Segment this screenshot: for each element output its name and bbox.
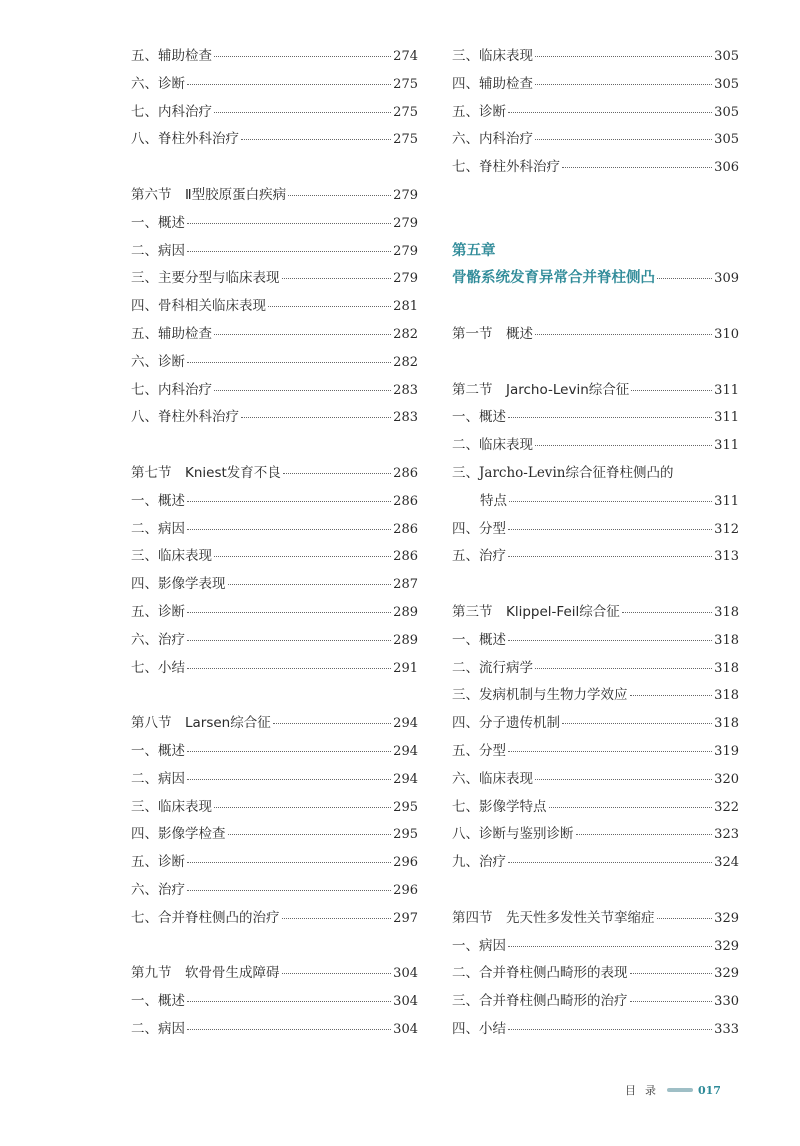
toc-entry-title: 二、合并脊柱侧凸畸形的表现 xyxy=(452,965,628,982)
dot-leader xyxy=(508,751,712,752)
dot-leader xyxy=(187,1001,391,1002)
dot-leader xyxy=(508,946,712,947)
toc-entry[interactable] xyxy=(452,627,739,655)
toc-entry-title: 四、影像学表现 xyxy=(131,576,226,593)
toc-page-number: 282 xyxy=(393,326,418,342)
toc-entry[interactable] xyxy=(131,404,418,432)
toc-entry-title: 四、分型 xyxy=(452,520,506,537)
toc-entry[interactable] xyxy=(452,849,739,877)
toc-section-heading[interactable] xyxy=(452,377,739,405)
dot-leader xyxy=(187,751,391,752)
toc-page-number: 291 xyxy=(393,660,418,676)
toc-page-number: 295 xyxy=(393,799,418,815)
dot-leader xyxy=(214,556,391,557)
toc-entry[interactable] xyxy=(452,1016,739,1044)
footer-page-number: 017 xyxy=(698,1083,721,1097)
dot-leader xyxy=(535,84,712,85)
toc-entry[interactable] xyxy=(131,99,418,127)
dot-leader xyxy=(630,973,713,974)
toc-page-number: 306 xyxy=(714,160,739,176)
toc-spacer xyxy=(131,432,418,460)
toc-page-number: 318 xyxy=(714,660,739,676)
toc-page-number: 282 xyxy=(393,354,418,370)
toc-entry[interactable] xyxy=(131,627,418,655)
toc-entry[interactable] xyxy=(452,432,739,460)
toc-entry-title: 五、诊断 xyxy=(452,103,506,120)
toc-entry[interactable] xyxy=(131,516,418,544)
toc-entry-continuation[interactable] xyxy=(452,488,739,516)
toc-entry[interactable] xyxy=(131,877,418,905)
toc-page-number: 296 xyxy=(393,855,418,871)
dot-leader xyxy=(535,139,712,140)
toc-page-number: 312 xyxy=(714,521,739,537)
toc-entry[interactable] xyxy=(452,988,739,1016)
dot-leader xyxy=(187,529,391,530)
dot-leader xyxy=(508,529,712,530)
toc-entry-title: 一、概述 xyxy=(131,214,185,231)
toc-page-number: 318 xyxy=(714,632,739,648)
toc-entry-title: 二、病因 xyxy=(131,520,185,537)
toc-page-number: 294 xyxy=(393,716,418,732)
dot-leader xyxy=(576,834,713,835)
toc-entry[interactable] xyxy=(131,126,418,154)
dot-leader xyxy=(282,973,392,974)
toc-entry[interactable] xyxy=(452,655,739,683)
dot-leader xyxy=(214,56,391,57)
toc-entry-title: 四、分子遗传机制 xyxy=(452,715,560,732)
toc-entry-title: 二、病因 xyxy=(131,242,185,259)
toc-page-number: 324 xyxy=(714,855,739,871)
dot-leader xyxy=(187,251,391,252)
dot-leader xyxy=(288,195,391,196)
toc-section-heading[interactable] xyxy=(131,182,418,210)
toc-entry-title: 八、诊断与鉴别诊断 xyxy=(452,826,574,843)
toc-entry-title: 三、主要分型与临床表现 xyxy=(131,270,280,287)
toc-page-number: 289 xyxy=(393,604,418,620)
toc-entry[interactable] xyxy=(452,960,739,988)
dot-leader xyxy=(241,139,391,140)
toc-page-number: 304 xyxy=(393,994,418,1010)
toc-page-number: 294 xyxy=(393,743,418,759)
toc-section-heading[interactable] xyxy=(131,460,418,488)
toc-entry-title: 三、临床表现 xyxy=(131,798,212,815)
toc-entry[interactable] xyxy=(131,349,418,377)
toc-entry-title: 二、临床表现 xyxy=(452,437,533,454)
toc-page-number: 313 xyxy=(714,549,739,565)
toc-entry[interactable] xyxy=(452,126,739,154)
toc-entry-title: 一、概述 xyxy=(131,742,185,759)
toc-page-number: 329 xyxy=(714,966,739,982)
toc-entry[interactable] xyxy=(452,99,739,127)
toc-entry-title: 八、脊柱外科治疗 xyxy=(131,131,239,148)
toc-entry-title: 一、概述 xyxy=(131,492,185,509)
toc-page-number: 305 xyxy=(714,104,739,120)
toc-entry[interactable] xyxy=(452,154,739,182)
toc-page-number: 305 xyxy=(714,76,739,92)
dot-leader xyxy=(187,362,391,363)
toc-entry-title: 三、合并脊柱侧凸畸形的治疗 xyxy=(452,993,628,1010)
dot-leader xyxy=(214,334,391,335)
toc-entry[interactable] xyxy=(131,1016,418,1044)
toc-entry-title: 第三节 Klippel-Feil综合征 xyxy=(452,603,620,620)
toc-entry[interactable] xyxy=(452,766,739,794)
toc-entry-title: 五、分型 xyxy=(452,742,506,759)
toc-entry-title: 第四节 先天性多发性关节挛缩症 xyxy=(452,909,655,926)
toc-spacer xyxy=(452,877,739,905)
toc-page-number: 279 xyxy=(393,271,418,287)
toc-entry-title: 六、治疗 xyxy=(131,881,185,898)
toc-entry-title: 三、临床表现 xyxy=(131,548,212,565)
dot-leader xyxy=(214,390,391,391)
toc-entry[interactable] xyxy=(452,682,739,710)
dot-leader xyxy=(214,807,391,808)
toc-entry-title: 特点 xyxy=(480,492,507,509)
toc-entry[interactable] xyxy=(452,516,739,544)
toc-entry-title: 第八节 Larsen综合征 xyxy=(131,715,271,732)
toc-entry-title: 一、概述 xyxy=(452,631,506,648)
toc-right-column xyxy=(452,43,739,1044)
dot-leader xyxy=(283,473,391,474)
toc-entry[interactable] xyxy=(131,377,418,405)
toc-entry-title: 五、诊断 xyxy=(131,603,185,620)
toc-entry[interactable] xyxy=(131,488,418,516)
toc-entry[interactable] xyxy=(131,988,418,1016)
toc-page-number: 322 xyxy=(714,799,739,815)
toc-entry-title: 四、辅助检查 xyxy=(452,75,533,92)
toc-entry-multiline[interactable] xyxy=(452,460,739,488)
toc-page-number: 286 xyxy=(393,521,418,537)
toc-section-heading[interactable] xyxy=(452,905,739,933)
dot-leader xyxy=(535,56,712,57)
dot-leader xyxy=(657,278,712,279)
toc-chapter-heading[interactable] xyxy=(452,265,739,293)
toc-spacer xyxy=(452,293,739,321)
toc-entry[interactable] xyxy=(452,71,739,99)
dot-leader xyxy=(282,918,392,919)
toc-page-number: 305 xyxy=(714,132,739,148)
dot-leader xyxy=(631,390,712,391)
toc-entry-title: 第六节 Ⅱ型胶原蛋白疾病 xyxy=(131,186,287,203)
toc-entry-title: 二、病因 xyxy=(131,770,185,787)
toc-entry-title: 八、脊柱外科治疗 xyxy=(131,409,239,426)
dot-leader xyxy=(508,112,712,113)
toc-entry-title: 骨骼系统发育异常合并脊柱侧凸 xyxy=(452,270,655,287)
toc-entry[interactable] xyxy=(452,821,739,849)
toc-spacer xyxy=(452,349,739,377)
toc-entry-title: 一、概述 xyxy=(452,409,506,426)
toc-entry-title: 一、病因 xyxy=(452,937,506,954)
dot-leader xyxy=(630,1001,713,1002)
toc-entry-title: 七、内科治疗 xyxy=(131,381,212,398)
toc-entry[interactable] xyxy=(131,766,418,794)
toc-entry[interactable] xyxy=(131,321,418,349)
dot-leader xyxy=(657,918,713,919)
dot-leader xyxy=(187,1029,391,1030)
toc-page-number: 305 xyxy=(714,49,739,64)
toc-page-number: 309 xyxy=(714,271,739,287)
dot-leader xyxy=(562,167,712,168)
toc-page-number: 281 xyxy=(393,299,418,315)
toc-section-heading[interactable] xyxy=(452,599,739,627)
toc-left-column xyxy=(131,43,418,1044)
dot-leader xyxy=(187,501,391,502)
toc-entry[interactable] xyxy=(131,71,418,99)
toc-entry-title: 六、内科治疗 xyxy=(452,131,533,148)
dot-leader xyxy=(187,890,391,891)
dot-leader xyxy=(228,584,392,585)
dot-leader xyxy=(508,1029,712,1030)
dot-leader xyxy=(535,668,712,669)
toc-entry-title: 第二节 Jarcho-Levin综合征 xyxy=(452,381,630,398)
toc-spacer xyxy=(131,933,418,961)
dot-leader xyxy=(508,640,712,641)
toc-page-number: 275 xyxy=(393,132,418,148)
toc-entry-title: 四、骨科相关临床表现 xyxy=(131,298,266,315)
toc-entry-title: 七、小结 xyxy=(131,659,185,676)
toc-entry[interactable] xyxy=(131,265,418,293)
toc-section-heading[interactable] xyxy=(131,960,418,988)
toc-page-number: 279 xyxy=(393,215,418,231)
toc-page-number: 330 xyxy=(714,994,739,1010)
toc-section-heading[interactable] xyxy=(131,710,418,738)
dot-leader xyxy=(273,723,391,724)
toc-entry[interactable] xyxy=(131,599,418,627)
toc-entry[interactable] xyxy=(131,738,418,766)
dot-leader xyxy=(549,807,713,808)
toc-entry-title: 五、治疗 xyxy=(452,548,506,565)
toc-entry[interactable] xyxy=(131,849,418,877)
toc-page-number: 311 xyxy=(714,382,739,398)
toc-page-number: 318 xyxy=(714,604,739,620)
toc-page-number: 287 xyxy=(393,577,418,593)
toc-page-number: 323 xyxy=(714,827,739,843)
footer-decorative-bar xyxy=(667,1088,693,1092)
toc-page-number: 333 xyxy=(714,1021,739,1037)
toc-spacer xyxy=(452,571,739,599)
toc-page-number: 296 xyxy=(393,882,418,898)
toc-page-number: 286 xyxy=(393,493,418,509)
dot-leader xyxy=(187,223,391,224)
chapter-label: 第五章 xyxy=(452,242,496,259)
toc-entry[interactable] xyxy=(131,238,418,266)
toc-page-number: 310 xyxy=(714,326,739,342)
dot-leader xyxy=(562,723,712,724)
toc-entry[interactable] xyxy=(131,905,418,933)
toc-spacer xyxy=(452,210,739,238)
dot-leader xyxy=(630,695,713,696)
toc-entry-title: 第一节 概述 xyxy=(452,325,533,342)
toc-spacer xyxy=(452,182,739,210)
dot-leader xyxy=(187,612,391,613)
dot-leader xyxy=(622,612,712,613)
toc-page-number: 283 xyxy=(393,382,418,398)
toc-entry-title: 七、影像学特点 xyxy=(452,798,547,815)
toc-page-number: 319 xyxy=(714,743,739,759)
toc-page-number: 294 xyxy=(393,771,418,787)
toc-entry[interactable] xyxy=(452,543,739,571)
toc-page-number: 318 xyxy=(714,716,739,732)
dot-leader xyxy=(187,640,391,641)
toc-page-number: 304 xyxy=(393,966,418,982)
toc-entry[interactable] xyxy=(131,43,418,71)
toc-entry-title: 七、合并脊柱侧凸的治疗 xyxy=(131,909,280,926)
dot-leader xyxy=(241,417,391,418)
dot-leader xyxy=(508,417,712,418)
toc-entry[interactable] xyxy=(452,933,739,961)
toc-entry-title: 六、诊断 xyxy=(131,75,185,92)
toc-page-number: 320 xyxy=(714,771,739,787)
toc-page-number: 329 xyxy=(714,910,739,926)
toc-entry-title: 六、诊断 xyxy=(131,353,185,370)
toc-page-number: 286 xyxy=(393,549,418,565)
toc-entry-title: 三、Jarcho-Levin综合征脊柱侧凸的 xyxy=(452,464,674,481)
dot-leader xyxy=(187,668,391,669)
dot-leader xyxy=(508,862,712,863)
toc-page-number: 286 xyxy=(393,465,418,481)
toc-entry[interactable] xyxy=(131,821,418,849)
toc-entry[interactable] xyxy=(131,210,418,238)
dot-leader xyxy=(214,112,391,113)
toc-entry-title: 一、概述 xyxy=(131,993,185,1010)
toc-entry-title: 九、治疗 xyxy=(452,854,506,871)
toc-page-number: 275 xyxy=(393,104,418,120)
toc-entry[interactable] xyxy=(131,794,418,822)
toc-entry[interactable] xyxy=(131,543,418,571)
dot-leader xyxy=(282,278,392,279)
toc-entry-title: 五、辅助检查 xyxy=(131,48,212,64)
dot-leader xyxy=(508,556,712,557)
toc-page-number: 275 xyxy=(393,76,418,92)
toc-entry-title: 五、诊断 xyxy=(131,854,185,871)
toc-section-heading[interactable] xyxy=(452,321,739,349)
toc-entry-title: 六、临床表现 xyxy=(452,770,533,787)
toc-entry-title: 第七节 Kniest发育不良 xyxy=(131,464,281,481)
toc-page-number: 311 xyxy=(714,438,739,454)
dot-leader xyxy=(535,779,712,780)
toc-page-number: 289 xyxy=(393,632,418,648)
toc-entry-title: 四、小结 xyxy=(452,1020,506,1037)
toc-entry-title: 第九节 软骨骨生成障碍 xyxy=(131,965,280,982)
toc-page-number: 311 xyxy=(714,410,739,426)
toc-entry[interactable] xyxy=(131,571,418,599)
toc-entry-title: 三、临床表现 xyxy=(452,48,533,64)
toc-entry-title: 五、辅助检查 xyxy=(131,325,212,342)
toc-page-number: 283 xyxy=(393,410,418,426)
toc-spacer xyxy=(131,154,418,182)
dot-leader xyxy=(228,834,392,835)
toc-entry[interactable] xyxy=(452,794,739,822)
toc-page-number: 304 xyxy=(393,1021,418,1037)
toc-entry[interactable] xyxy=(452,738,739,766)
dot-leader xyxy=(268,306,391,307)
toc-entry[interactable] xyxy=(452,43,739,71)
toc-spacer xyxy=(131,682,418,710)
dot-leader xyxy=(187,779,391,780)
toc-entry[interactable] xyxy=(131,655,418,683)
dot-leader xyxy=(509,501,712,502)
toc-entry[interactable] xyxy=(131,293,418,321)
dot-leader xyxy=(187,84,391,85)
dot-leader xyxy=(535,445,712,446)
page-footer xyxy=(625,1082,721,1098)
toc-entry-title: 四、影像学检查 xyxy=(131,826,226,843)
toc-entry-title: 二、病因 xyxy=(131,1020,185,1037)
dot-leader xyxy=(187,862,391,863)
toc-page-number: 311 xyxy=(714,493,739,509)
dot-leader xyxy=(535,334,712,335)
toc-entry[interactable] xyxy=(452,710,739,738)
toc-page-number: 274 xyxy=(393,49,418,64)
footer-label: 目录 xyxy=(625,1084,665,1097)
toc-entry-title: 七、脊柱外科治疗 xyxy=(452,159,560,176)
toc-entry-title: 六、治疗 xyxy=(131,631,185,648)
toc-page-number: 329 xyxy=(714,938,739,954)
toc-entry[interactable] xyxy=(452,404,739,432)
toc-page-number: 318 xyxy=(714,688,739,704)
toc-page-number: 295 xyxy=(393,827,418,843)
toc-entry-title: 三、发病机制与生物力学效应 xyxy=(452,687,628,704)
toc-entry-title: 七、内科治疗 xyxy=(131,103,212,120)
toc-entry-title: 二、流行病学 xyxy=(452,659,533,676)
toc-page-number: 297 xyxy=(393,910,418,926)
toc-page-number: 279 xyxy=(393,187,418,203)
toc-page-number: 279 xyxy=(393,243,418,259)
